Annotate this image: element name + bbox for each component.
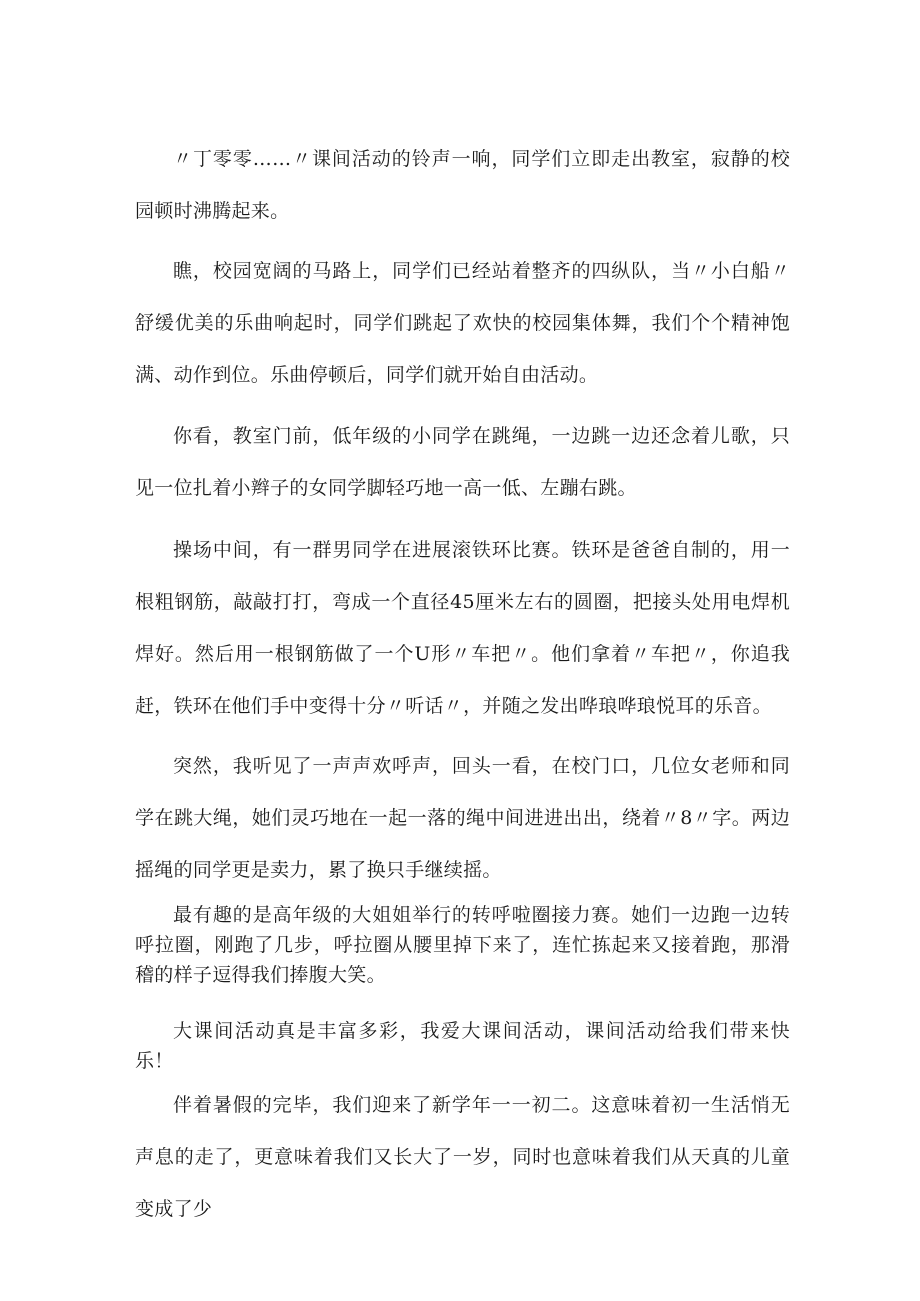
paragraph-dance: 瞧，校园宽阔的马路上，同学们已经站着整齐的四纵队，当〃小白船〃舒缓优美的乐曲响起时，同学们跳起了欢快的校园集体舞，我们个个精神饱满、动作到位。乐曲停顿后，同学们就开始自由活动。	[135, 260, 790, 386]
paragraph-hula-hoop: 最有趣的是高年级的大姐姐举行的转呼啦圈接力赛。她们一边跑一边转呼拉圈，刚跑了几步，呼拉圈从腰里掉下来了，连忙拣起来又接着跑，那滑稽的样子逗得我们捧腹大笑。	[135, 904, 790, 986]
paragraph-summary: 大课间活动真是丰富多彩，我爱大课间活动，课间活动给我们带来快乐！	[135, 1020, 790, 1072]
paragraph-iron-hoop: 操场中间，有一群男同学在进展滚铁环比赛。铁环是爸爸自制的，用一根粗钢筋，敲敲打打，弯成一个直径45厘米左右的圆圈，把接头处用电焊机焊好。然后用一根钢筋做了一个U形〃车把〃。他们拿着〃车把〃，你追我赶，铁环在他们手中变得十分〃听话〃，并随之发出哗琅哗琅悦耳的乐音。	[135, 539, 790, 717]
paragraph-new-semester: 伴着暑假的完毕，我们迎来了新学年一一初二。这意味着初一生活悄无声息的走了，更意味着我们又长大了一岁，同时也意味着我们从天真的儿童变成了少	[135, 1094, 790, 1220]
paragraph-bell: 〃丁零零……〃课间活动的铃声一响，同学们立即走出教室，寂静的校园顿时沸腾起来。	[135, 148, 790, 222]
paragraph-long-rope: 突然，我听见了一声声欢呼声，回头一看，在校门口，几位女老师和同学在跳大绳，她们灵巧地在一起一落的绳中间进进出出，绕着〃8〃字。两边摇绳的同学更是卖力，累了换只手继续摇。	[135, 755, 790, 881]
paragraph-jump-rope: 你看，教室门前，低年级的小同学在跳绳，一边跳一边还念着儿歌，只见一位扎着小辫子的女同学脚轻巧地一高一低、左蹦右跳。	[135, 425, 790, 499]
